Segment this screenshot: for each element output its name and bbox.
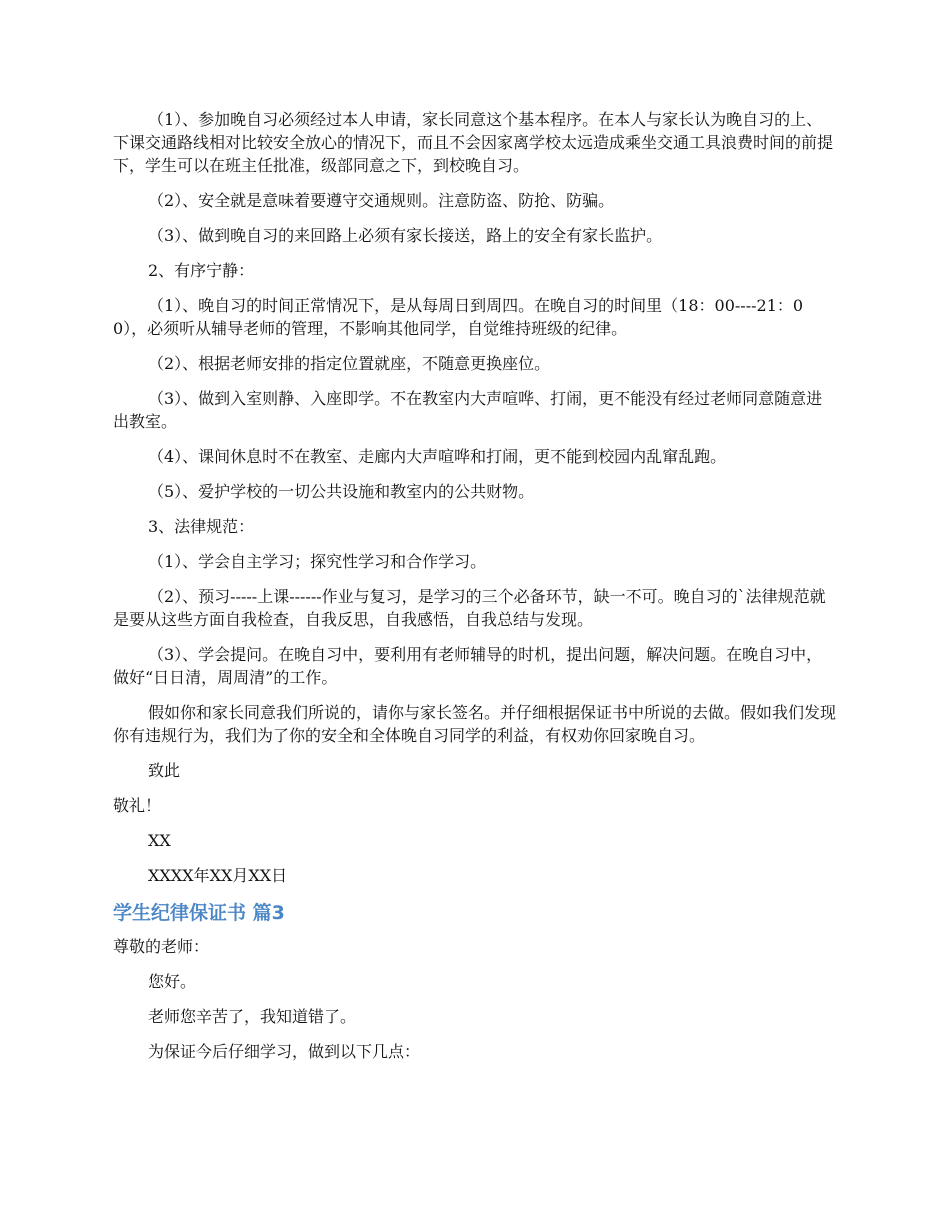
- paragraph: （3）、做到入室则静、入座即学。不在教室内大声喧哗、打闹，更不能没有经过老师同意随意进出教室。: [113, 389, 823, 431]
- document-body-top: [113, 108, 837, 887]
- paragraph: （3）、做到晚自习的来回路上必须有家长接送，路上的安全有家长监护。: [148, 226, 663, 245]
- paragraph: （1）、晚自习的时间正常情况下，是从每周日到周四。在晚自习的时间里（18：00----21：00），必须听从辅导老师的管理，不影响其他同学，自觉维持班级的纪律。: [113, 296, 804, 338]
- paragraph: 您好。: [148, 972, 197, 991]
- paragraph: 敬礼！: [113, 796, 162, 815]
- document-page: [113, 108, 837, 1075]
- paragraph: （3）、学会提问。在晚自习中，要利用有老师辅导的时机，提出问题，解决问题。在晚自习中，做好“日日清，周周清”的工作。: [113, 645, 823, 687]
- paragraph: （5）、爱护学校的一切公共设施和教室内的公共财物。: [148, 482, 535, 501]
- paragraph: 为保证今后仔细学习，做到以下几点：: [148, 1042, 421, 1061]
- paragraph: 老师您辛苦了，我知道错了。: [148, 1007, 357, 1026]
- paragraph: （1）、参加晚自习必须经过本人申请，家长同意这个基本程序。在本人与家长认为晚自习的上、下课交通路线相对比较安全放心的情况下，而且不会因家离学校太远造成乘坐交通工具浪费时间的前提下，学生可以在班主任批准，级部同意之下，到校晚自习。: [113, 110, 834, 175]
- paragraph: 假如你和家长同意我们所说的，请你与家长签名。并仔细根据保证书中所说的去做。假如我们发现你有违规行为，我们为了你的安全和全体晚自习同学的利益，有权劝你回家晚自习。: [113, 703, 837, 745]
- paragraph: （2）、预习-----上课------作业与复习，是学习的三个必备环节，缺一不可。晚自习的`法律规范就是要从这些方面自我检查，自我反思，自我感悟，自我总结与发现。: [113, 587, 826, 629]
- paragraph: （4）、课间休息时不在教室、走廊内大声喧哗和打闹，更不能到校园内乱窜乱跑。: [148, 447, 727, 466]
- paragraph: XXXX年XX月XX日: [148, 866, 288, 885]
- paragraph: 3、法律规范：: [148, 517, 255, 536]
- paragraph: （1）、学会自主学习；探究性学习和合作学习。: [148, 552, 487, 571]
- paragraph: （2）、安全就是意味着要遵守交通规则。注意防盗、防抢、防骗。: [148, 191, 615, 210]
- paragraph: 2、有序宁静：: [148, 261, 255, 280]
- paragraph: XX: [148, 831, 171, 850]
- paragraph: （2）、根据老师安排的指定位置就座，不随意更换座位。: [148, 354, 551, 373]
- document-body-bottom: [113, 935, 837, 1063]
- paragraph: 尊敬的老师：: [113, 937, 210, 956]
- section-heading: 学生纪律保证书 篇3: [113, 902, 285, 924]
- paragraph: 致此: [148, 761, 181, 780]
